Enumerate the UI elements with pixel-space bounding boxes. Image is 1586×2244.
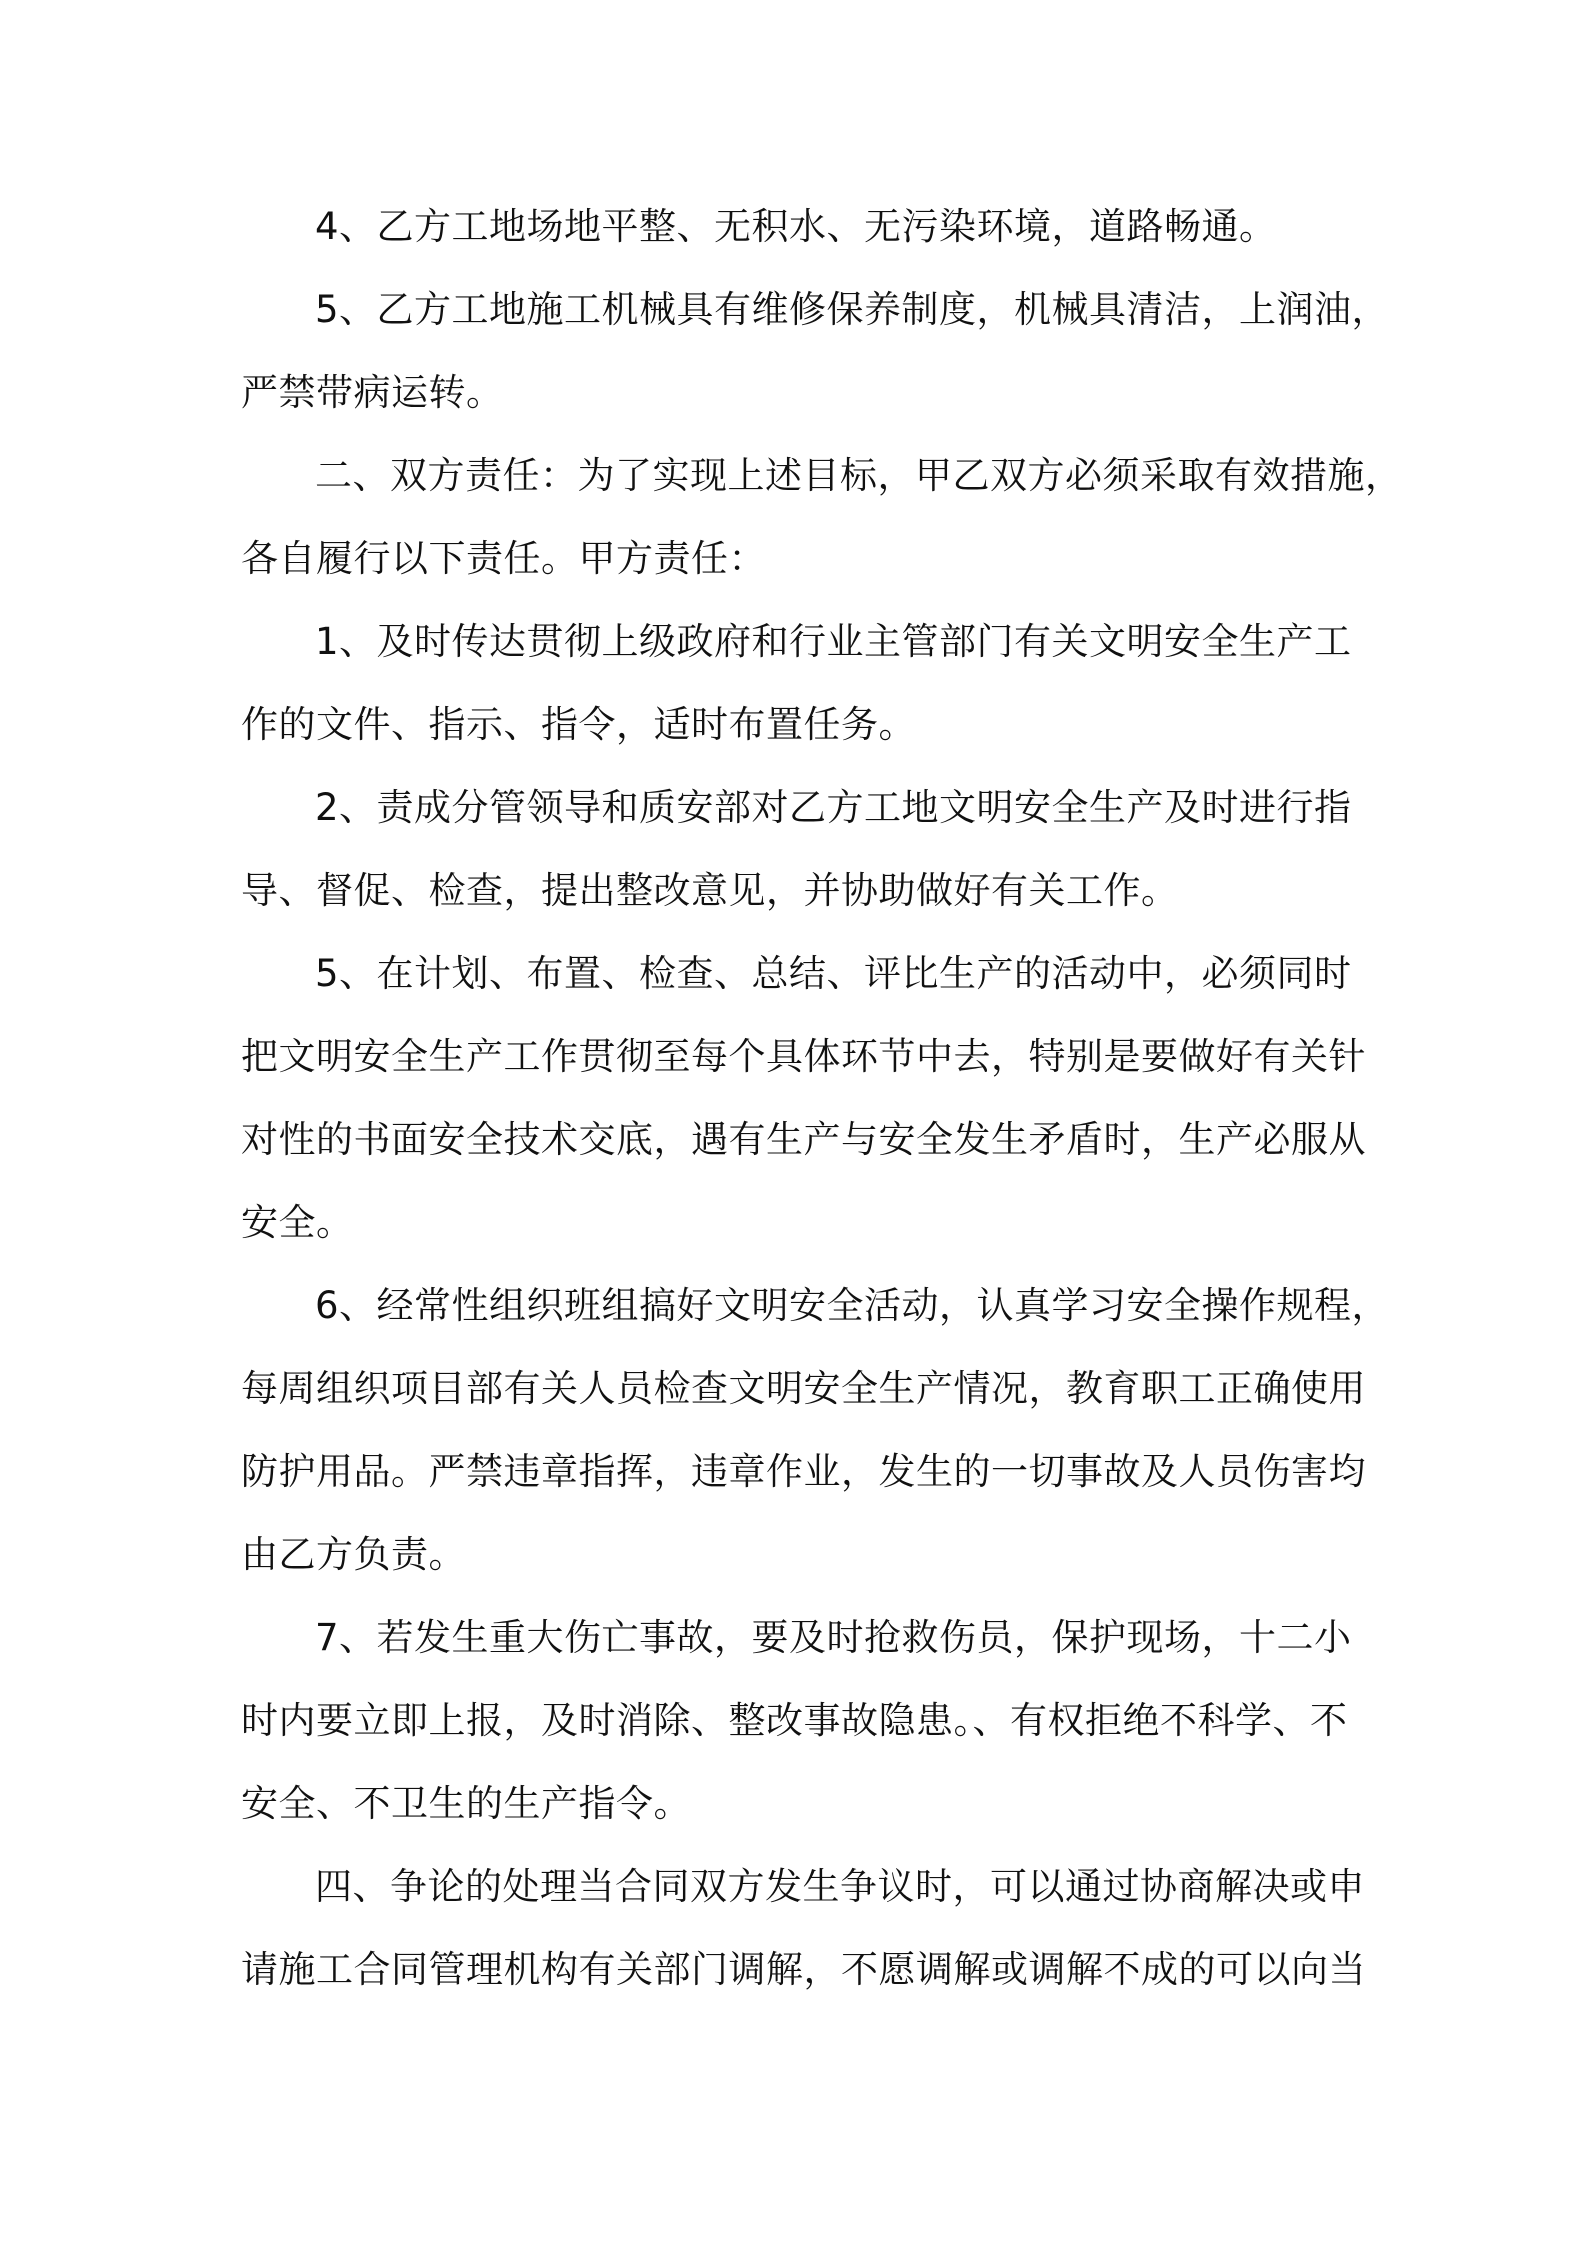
text-line: 对性的书面安全技术交底，遇有生产与安全发生矛盾时，生产必服从 (241, 1118, 1366, 1161)
text-line: 二、双方责任：为了实现上述目标，甲乙双方必须采取有效措施， (315, 454, 1403, 497)
text-line: 严禁带病运转。 (241, 371, 504, 414)
text-line: 安全、不卫生的生产指令。 (241, 1782, 691, 1825)
text-line: 安全。 (241, 1201, 354, 1244)
text-line: 由乙方负责。 (241, 1533, 466, 1576)
text-line: 作的文件、指示、指令，适时布置任务。 (241, 703, 916, 746)
text-line: 导、督促、检查，提出整改意见，并协助做好有关工作。 (241, 869, 1179, 912)
text-line: 6、经常性组织班组搞好文明安全活动，认真学习安全操作规程， (315, 1284, 1390, 1327)
text-line: 1、及时传达贯彻上级政府和行业主管部门有关文明安全生产工 (315, 620, 1352, 663)
text-line: 时内要立即上报，及时消除、整改事故隐患。、有权拒绝不科学、不 (241, 1699, 1348, 1742)
text-line: 7、若发生重大伤亡事故，要及时抢救伤员，保护现场，十二小 (315, 1616, 1352, 1659)
text-line: 5、乙方工地施工机械具有维修保养制度，机械具清洁，上润油， (315, 288, 1390, 331)
text-line: 请施工合同管理机构有关部门调解，不愿调解或调解不成的可以向当 (241, 1948, 1366, 1991)
text-line: 四、争论的处理当合同双方发生争议时，可以通过协商解决或申 (315, 1865, 1365, 1908)
text-line: 4、乙方工地场地平整、无积水、无污染环境，道路畅通。 (315, 205, 1277, 248)
text-line: 各自履行以下责任。甲方责任： (241, 537, 766, 580)
text-line: 把文明安全生产工作贯彻至每个具体环节中去，特别是要做好有关针 (241, 1035, 1366, 1078)
text-line: 防护用品。严禁违章指挥，违章作业，发生的一切事故及人员伤害均 (241, 1450, 1366, 1493)
text-line: 2、责成分管领导和质安部对乙方工地文明安全生产及时进行指 (315, 786, 1352, 829)
text-line: 5、在计划、布置、检查、总结、评比生产的活动中，必须同时 (315, 952, 1352, 995)
text-line: 每周组织项目部有关人员检查文明安全生产情况，教育职工正确使用 (241, 1367, 1366, 1410)
